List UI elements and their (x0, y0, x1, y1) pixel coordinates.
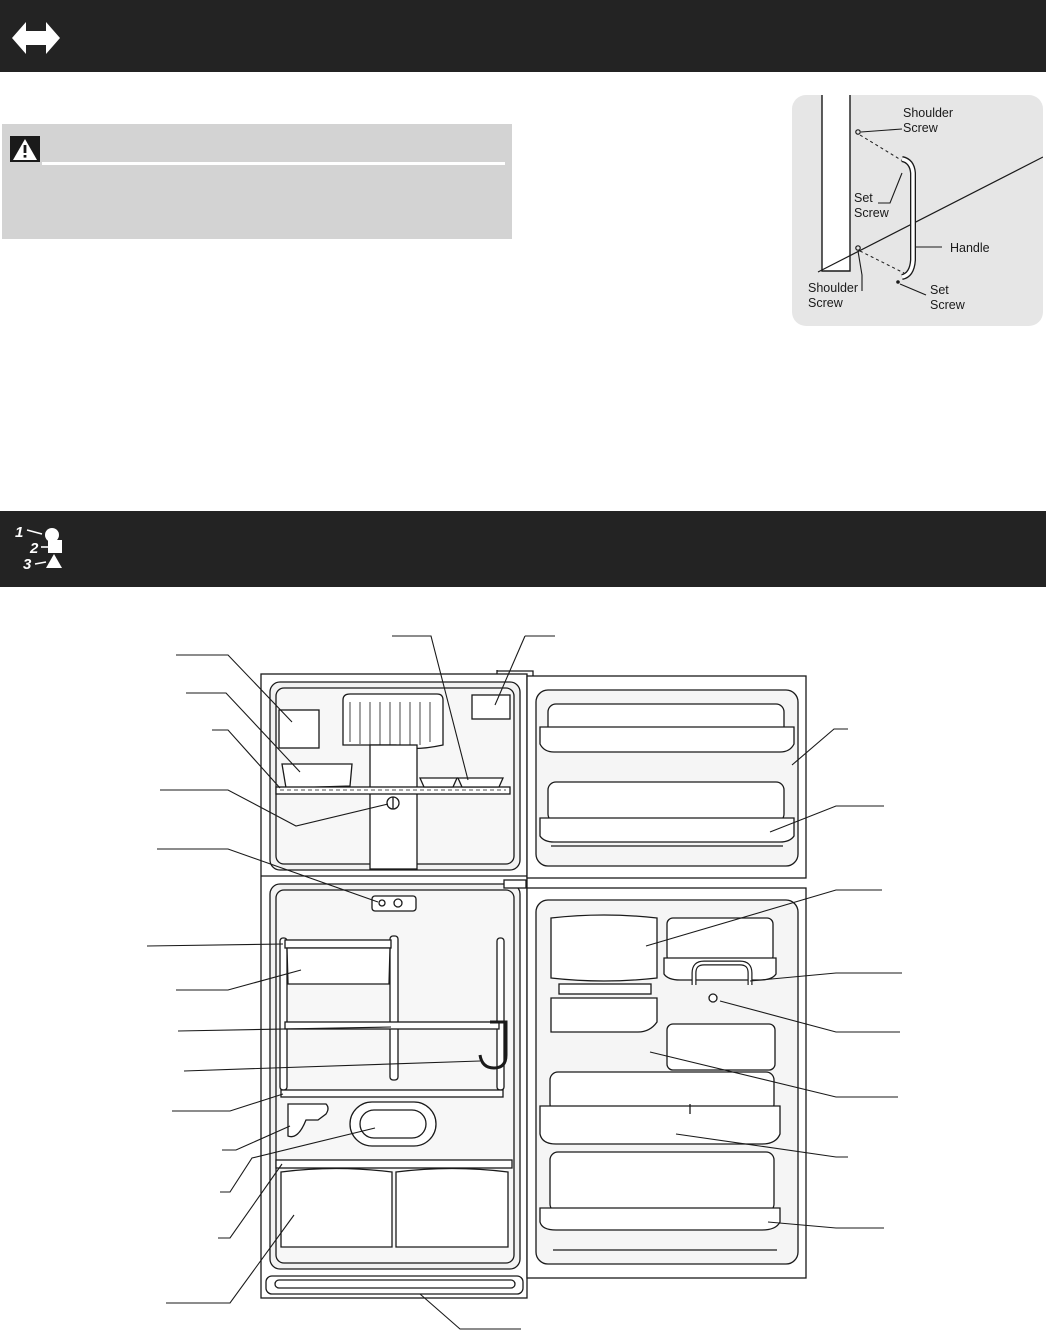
freezer-door-shelf-top (540, 727, 794, 752)
icon-number-3: 3 (23, 556, 32, 573)
freezer-shelf (276, 787, 510, 794)
ice-tray-left (420, 778, 457, 787)
ice-maker (343, 694, 443, 749)
fresh-shelf-lower (281, 1090, 503, 1097)
top-header-bar (0, 0, 1046, 72)
icon-number-1: 1 (15, 524, 24, 541)
crisper-cover (276, 1160, 512, 1168)
door-bin-small (551, 998, 657, 1032)
door-shelf-large (540, 1106, 780, 1144)
door-shelf-bottom (540, 1208, 780, 1230)
fresh-food-compartment (270, 884, 520, 1269)
label-set-screw-bottom: Set Screw (930, 283, 965, 312)
numbered-shapes-icon (0, 511, 80, 587)
spill-guard-oval (350, 1102, 436, 1146)
shelf-rail-right (497, 938, 504, 1090)
warning-triangle-icon (2, 124, 42, 164)
freezer-light (279, 710, 319, 748)
freezer-compartment (270, 682, 520, 870)
ice-tray-right (458, 778, 503, 787)
freezer-door-shelf-bottom (540, 818, 794, 842)
crisper-drawer-right (396, 1169, 508, 1248)
dairy-compartment (551, 915, 657, 981)
fresh-shelf-middle (285, 1022, 499, 1029)
features-header-bar (0, 511, 1046, 587)
crisper-drawer-left (281, 1169, 392, 1248)
warning-box (2, 124, 512, 239)
label-handle: Handle (950, 241, 990, 255)
temperature-control (372, 896, 416, 911)
shelf-bin (288, 1104, 328, 1137)
egg-shelf (664, 958, 776, 980)
door-button (709, 994, 717, 1002)
handle-installation-diagram (792, 95, 1043, 326)
callout-leaders (147, 636, 902, 1329)
freezer-control-knob (387, 797, 399, 809)
freezer-door (527, 676, 806, 878)
shelf-rail-center (390, 936, 398, 1080)
warning-divider (42, 162, 505, 165)
toe-grille (266, 1276, 523, 1294)
double-arrow-icon (0, 0, 60, 72)
icon-number-2: 2 (30, 540, 39, 557)
fresh-shelf-top (285, 940, 391, 948)
cabinet-outline (261, 674, 527, 1298)
freezer-control-box (472, 695, 510, 719)
fresh-food-door (527, 888, 806, 1278)
shelf-rail-left (280, 938, 287, 1090)
label-shoulder-screw-top: Shoulder Screw (903, 106, 954, 135)
label-set-screw-left: Set Screw (854, 191, 889, 220)
label-shoulder-screw-bottom: Shoulder Screw (808, 281, 859, 310)
snack-pan (287, 948, 390, 984)
ice-bin (282, 764, 352, 788)
